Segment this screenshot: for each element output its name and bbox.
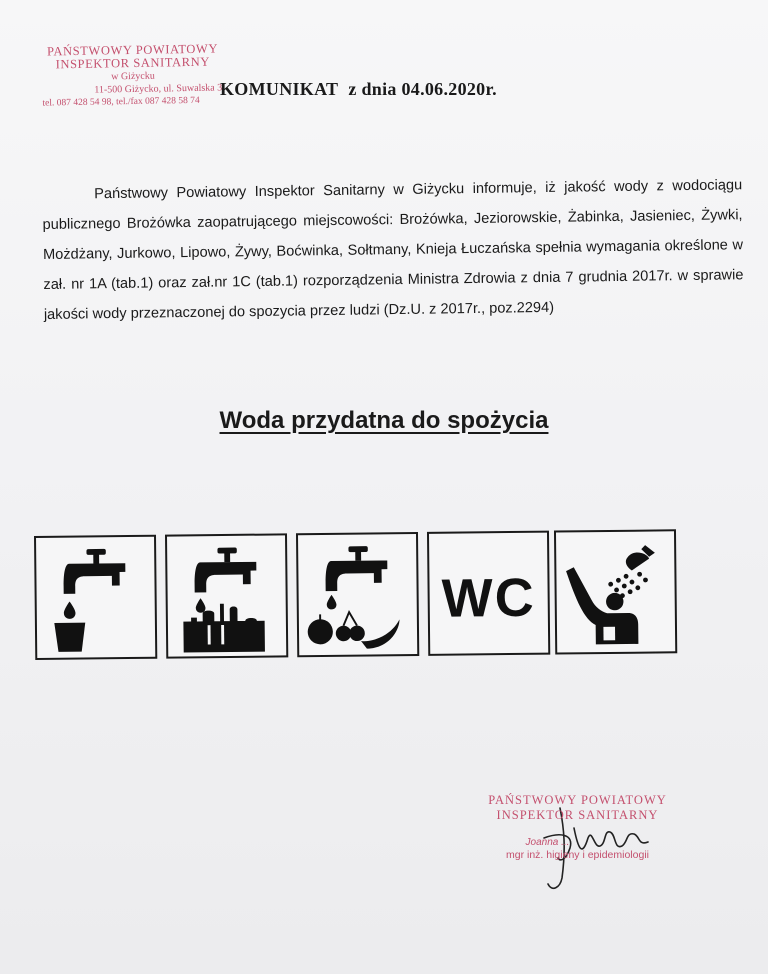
- announcement-body: [42, 170, 744, 330]
- headline: Woda przydatna do spożycia: [219, 407, 549, 434]
- stamp-line-3: w Giżycku: [111, 70, 155, 83]
- stamp-line-5: tel. 087 428 54 98, tel./fax 087 428 58 74: [42, 95, 200, 109]
- stamp-line-2: INSPEKTOR SANITARNY: [55, 54, 211, 72]
- tap-dishes-icon: [165, 533, 288, 658]
- shower-icon: [554, 529, 677, 654]
- stamp-bottom-line-3: Joanna ...: [525, 837, 570, 848]
- inspector-stamp-bottom: [470, 793, 685, 861]
- header-date: z dnia 04.06.2020r.: [348, 79, 497, 99]
- stamp-bottom-line-2: INSPEKTOR SANITARNY: [496, 808, 659, 822]
- stamp-line-1: PAŃSTWOWY POWIATOWY: [46, 41, 219, 59]
- wc-label: WC: [441, 567, 536, 629]
- body-paragraph: Państwowy Powiatowy Inspektor Sanitarny w Giżycku informuje, iż jakość wody z wodociągu publicznego Brożówka zaopatrującego miejscowości: Brożówka, Jeziorowskie, Żabinka, Jasieniec, Żywki, Możdżany, Jurkowo, Lipowo, Żywy, Boćwinka, Sołtmany, Knieja Łuczańska spełnia wymagania określone w zał. nr 1A (tab.1) oraz zał.nr 1C (tab.1) rozporządzenia Ministra Zdrowia z dnia 7 grudnia 2017r. w sprawie jakości wody przeznaczonej do spozycia przez ludzi (Dz.U. z 2017r., poz.2294): [42, 177, 744, 323]
- wc-icon: [427, 531, 550, 656]
- stamp-bottom-line-4: mgr inż. higieny i epidemiologii: [506, 849, 649, 861]
- announcement-header: [220, 79, 497, 100]
- tap-fruit-washing-icon: [296, 532, 419, 657]
- tap-drinking-glass-icon: [34, 535, 157, 660]
- stamp-bottom-line-1: PAŃSTWOWY POWIATOWY: [488, 793, 667, 807]
- usage-pictograms: [34, 529, 680, 664]
- header-title: KOMUNIKAT: [220, 79, 339, 99]
- inspector-stamp-top: [37, 42, 228, 110]
- stamp-line-4: 11-500 Giżycko, ul. Suwalska 3: [94, 82, 223, 96]
